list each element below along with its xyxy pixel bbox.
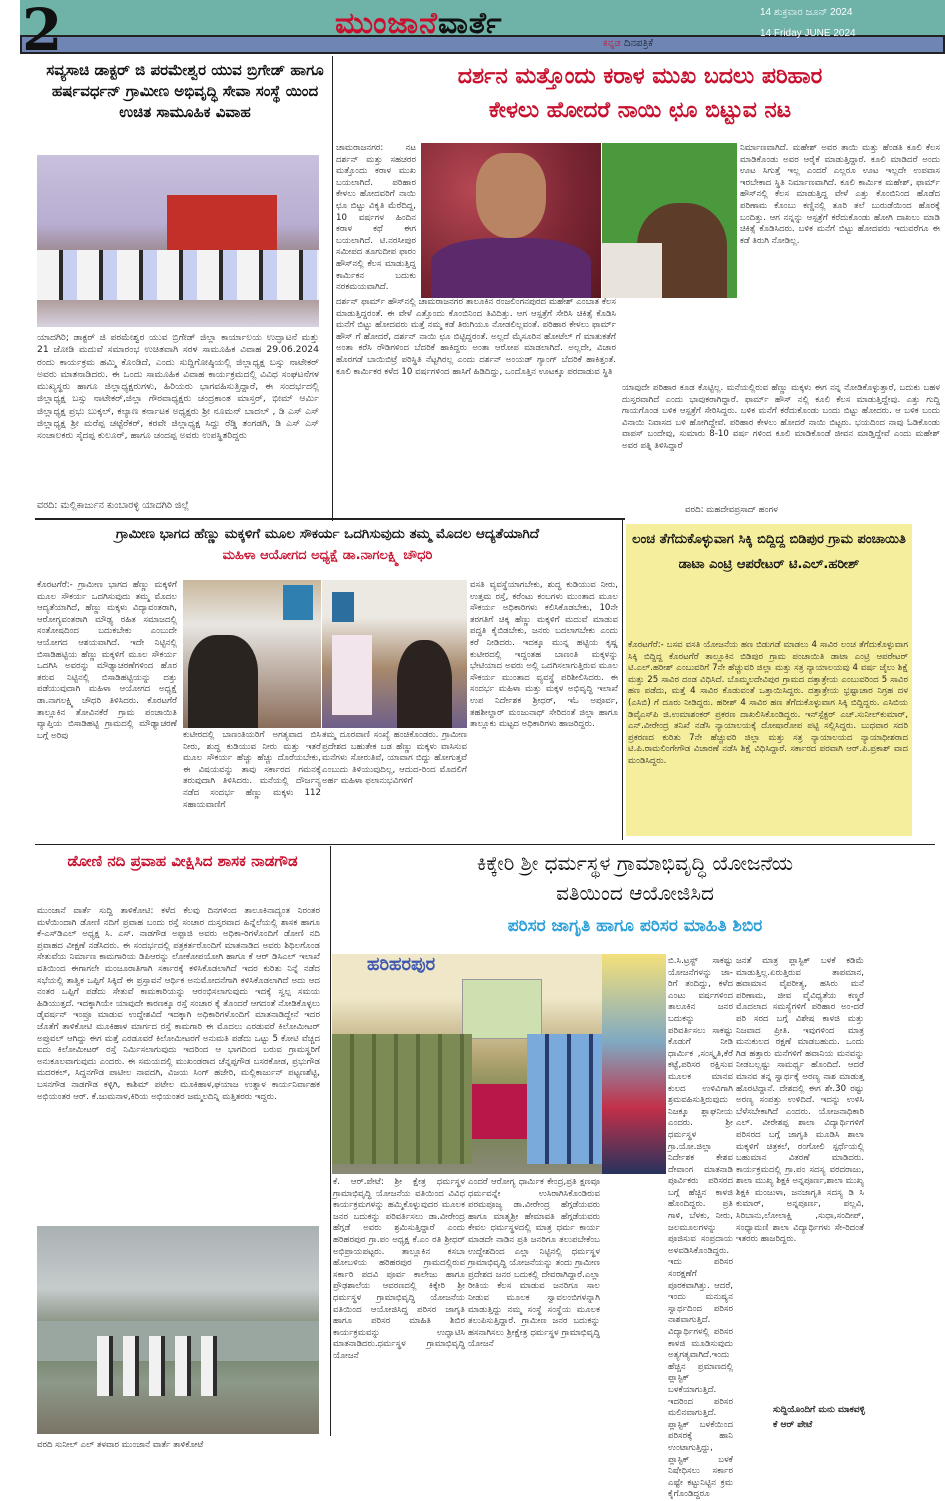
page-number: 2 <box>22 0 63 64</box>
bribe-headline[interactable]: ಲಂಚ ತೆಗೆದುಕೊಳ್ಳುವಾಗ ಸಿಕ್ಕಿ ಬಿದ್ದಿದ್ದ ಬಿಡಿಪುರ ಗ್ರಾಮ ಪಂಚಾಯಿತಿ ಡಾಟಾ ಎಂಟ್ರಿ ಆಪರೇಟರ್ ಟಿ.ಎಲ್.ಹರೀಶ್ <box>632 532 906 572</box>
students-group-photo[interactable] <box>332 954 602 1174</box>
logo-part2: ವಾರ್ತೆ <box>438 6 503 41</box>
kikkeri-byline-line1: ಸುದ್ದಿಯೊಂದಿಗೆ ಮನು ಮಾಕವಳ್ಳಿ <box>773 1405 866 1415</box>
women-body-col4: ವಸತಿ ವ್ಯವಸ್ಥೆಯಾಗಬೇಕು, ಶುದ್ಧ ಕುಡಿಯುವ ನೀರು, ಉತ್ತಮ ರಸ್ತೆ, ಕರೆಂಟು ಕಂಬಗಳು ಮುಂತಾದ ಮೂಲ ಸೌಕರ್ಯ ಅಧಿಕಾರಿಗಳು ಕಲಿಸಿಕೊಡಬೇಕು, 10ನೇ ತರಗತಿಗೆ ಚಿಕ್ಕ ಹೆಣ್ಣು ಮಕ್ಕಳಿಗೆ ಮದುವೆ ಮಾಡುವ ಪದ್ಧತಿ ಕೈಬಿಡಬೇಕು, ಜನರು ಬದಲಾಗಬೇಕು ಎಂದು ಕರೆ ನೀಡಿದರು. ಇದಕ್ಕೂ ಮುನ್ನ ಹಟ್ಟಿಯ ಕೃಷ್ಣ ಕುಟೀರದಲ್ಲಿ ಇದ್ದಂತಹ ಬಾಣಂತಿ ಮಕ್ಕಳನ್ನು ಭೇಟಿಯಾದ ಅವರು ಅಲ್ಲಿ ಒದಗಿಸಲಾಗುತ್ತಿರುವ ಮೂಲ ಸೌಕರ್ಯ ಮುಂತಾದ ವ್ಯವಸ್ಥೆ ಪರಿಶೀಲಿಸಿದರು. ಈ ಸಂದರ್ಭ ಮಹಿಳಾ ಮತ್ತು ಮಕ್ಕಳ ಅಭಿವೃದ್ಧಿ ಇಲಾಖೆ ಉಪ ನಿರ್ದೇಶಕ ಶ್ರೀಧರ್, ಇಓ ಅಪೂರ್ವ, ತಹಶೀಲ್ದಾರ್ ಮಂಜುನಾಥ್ ಸೇರಿದಂತೆ ಜಿಲ್ಲಾ ಹಾಗೂ ತಾಲ್ಲೂಕು ಮಟ್ಟದ ಅಧಿಕಾರಿಗಳು ಹಾಜರಿದ್ದರು. <box>470 580 618 730</box>
banner-red-sign <box>167 195 277 250</box>
darshan-headline-line1[interactable]: ದರ್ಶನ ಮತ್ತೊಂದು ಕರಾಳ ಮುಖ ಬದಲು ಪರಿಹಾರ <box>457 64 823 89</box>
doni-river-byline: ವರದಿ ಸುನೀಲ್ ಎಲ್ ತಳವಾರ ಮುಂಜಾನೆ ವಾರ್ತೆ ತಾಳಿಕೋಟೆ <box>37 1440 204 1450</box>
school-sign: ಹರಿಹರಪುರ <box>367 954 436 975</box>
women-gathering-photo[interactable] <box>322 580 467 728</box>
kikkeri-headline-line1[interactable]: ಕಿಕ್ಕೇರಿ ಶ್ರೀ ಧರ್ಮಸ್ಥಳ ಗ್ರಾಮಾಭಿವೃದ್ಧಿ ಯೋಜನೆಯ <box>476 851 794 875</box>
darshan-actor-photo[interactable] <box>421 143 601 298</box>
tagline-kannada: ಕನ್ನಡ <box>603 38 621 49</box>
date-kannada: 14 ಶುಕ್ರವಾರ ಜೂನ್ 2024 <box>760 7 853 18</box>
river-inspection-photo[interactable] <box>37 1226 319 1434</box>
women-commission-headline[interactable]: ಗ್ರಾಮೀಣ ಭಾಗದ ಹೆಣ್ಣು ಮಕ್ಕಳಿಗೆ ಮೂಲ ಸೌಕರ್ಯ ಒದಗಿಸುವುದು ತಮ್ಮ ಮೊದಲ ಆದ್ಯತೆಯಾಗಿದೆ <box>115 526 540 542</box>
purple-shirt <box>431 238 591 298</box>
people-holding-posters <box>37 250 319 300</box>
darshan-headline-line2[interactable]: ಕೇಳಲು ಹೋದರೆ ನಾಯಿ ಛೂ ಬಿಟ್ಟುವ ನಟ <box>488 98 792 123</box>
white-cloth <box>602 243 662 298</box>
wedding-photo[interactable] <box>37 155 319 327</box>
women-body-col3: ತಮ್ಮ ದೂರವಾಣಿ ಸಂಖ್ಯೆ ಹಂಚಿಕೊಂಡರು. ಗ್ರಾಮೀಣ ಪ್ರದೇಶದ ಬಹುತೇಕ ಬಡ ಹೆಣ್ಣು ಮಕ್ಕಳು ವಾಸಿಸುವ ಮನೆಗಳು ಸೋರುತಿವೆ, ಯಾವಾಗ ಬಿದ್ದು ಹೋಗುತ್ತವೆ ಎಂಬುದು ತಿಳಿಯುವುದಿಲ್ಲ, ಆದುದ-ರಿಂದ ಮೊದಲಿಗೆ ಅರ್ಹ ಮಹಿಳಾ ಫಲಾನುಭವಿಗಳಿಗೆ <box>322 730 467 787</box>
column-divider <box>330 846 331 1436</box>
wedding-body: ಯಾದಗಿರಿ; ಡಾಕ್ಟರ್ ಜಿ ಪರಮೇಶ್ವರ ಯುವ ಬ್ರಿಗೇಡ್ ಜಿಲ್ಲಾ ಕಾರ್ಯಾಲಯ ಉದ್ಘಾಟನೆ ಮತ್ತು 21 ಜೋಡಿ ಮದುವೆ ಸಮಾರಂಭ ಉಚಿತವಾಗಿ ಸರಳ ಸಾಮೂಹಿಕ ವಿವಾಹ 29.06.2024 ರಂದು ಕಾರ್ಯಕ್ರಮ ಹಮ್ಮಿ ಕೊಂಡಿದೆ, ಎಂದು ಸುದ್ದಿಗೋಷ್ಠಿಯಲ್ಲಿ ಜಿಲ್ಲಾಧ್ಯಕ್ಷ ಬಸ್ಸು ನಾಟೇಕರ್ ಅವರು ಮಾತನಾಡಿದರು. ಈ ಒಂದು ಸಾಮೂಹಿಕ ವಿವಾಹ ಕಾರ್ಯಕ್ರಮದಲ್ಲಿ ವಿವಿಧ ಸಂಘಟನೆಗಳ ಮುಖ್ಯಸ್ಥರು ಹಾಗೂ ಜಿಲ್ಲಾಧ್ಯಕ್ಷರುಗಳು, ಹಿರಿಯರು ಭಾಗವಹಿಸುತ್ತಿದ್ದಾರೆ, ಈ ಸಂದರ್ಭದಲ್ಲಿ ಜಿಲ್ಲಾಧ್ಯಕ್ಷ ಬಸ್ಸು ನಾಟೇಕರ್,ಜಿಲ್ಲಾ ಗೌರವಾಧ್ಯಕ್ಷರು ಚಂದ್ರಕಾಂತ ಮಾಸ್ತರ್, ಭೀಮ್ ಆರ್ಮಿ ಜಿಲ್ಲಾಧ್ಯಕ್ಷ ಪ್ರಭು ಬುಕ್ಕಲ್, ಕಲ್ಯಾಣ ಕರ್ನಾಟಕ ಅಧ್ಯಕ್ಷರು ಶ್ರೀ ನೂಮನ್ ಬಾದಲ್ , ಡಿ ಎಸ್ ಎಸ್ ಜಿಲ್ಲಾಧ್ಯಕ್ಷ ಶ್ರೀ ಮರೆಪ್ಪ ಚಟ್ಟೆರೆಕರ್, ಕರವೇ ಜಿಲ್ಲಾಧ್ಯಕ್ಷ ಸಿದ್ದು ರೆಡ್ಡಿ ತಂಗಡಗಿ, ಡಿ ಎಸ್ ಎಸ್ ಸಂಚಾಲಕರು ಸೈದಪ್ಪ ಕುಲೂರ್, ಹಾಗೂ ಚಂದಪ್ಪ ಅವರು ಉಪಸ್ಥಿತರಿದ್ದರು <box>37 332 319 442</box>
kikkeri-headline-line2[interactable]: ವತಿಯಿಂದ ಆಯೋಜಿಸಿದ <box>556 881 714 905</box>
students-green-uniform <box>332 1034 472 1164</box>
women-body-col2: ಕುಟೀರದಲ್ಲಿ ಬಾಣಂತಿಯರಿಗೆ ಅಗತ್ಯವಾದ ಬಿಸಿ ನೀರು, ಶುದ್ಧ ಕುಡಿಯುವ ನೀರು ಮತ್ತು ಇತರೆ ಮೂಲ ಸೌಕರ್ಯ ಹೆಚ್ಚು ಹೆಚ್ಚು ದೊರೆಯಬೇಕು, ಈ ವಿಷಯವನ್ನು ತಾವು ಸರ್ಕಾರದ ಗಮನಕ್ಕೆ ತರುವುದಾಗಿ ತಿಳಿಸಿದರು. ಮನೆಯಲ್ಲಿ ದೌರ್ಜನ್ಯ ನಡೆದ ಸಂದರ್ಭ ಹೆಣ್ಣು ಮಕ್ಕಳು 112 ಸಹಾಯವಾಣಿಗೆ <box>183 730 321 810</box>
kikkeri-body-col1: ಕೆ. ಆರ್.ಪೇಟೆ: ಶ್ರೀ ಕ್ಷೇತ್ರ ಧರ್ಮಸ್ಥಳ ಗ್ರಾಮಾಭಿವೃದ್ಧಿ ಯೋಜನೆಯ ವತಿಯಿಂದ ವಿವಿಧ ಕಾರ್ಯಕ್ರಮಗಳನ್ನು ಹಮ್ಮಿಕೊಳ್ಳುವುದರ ಮೂಲಕ ಜನರ ಬದುಕನ್ನು ಪರಿವರ್ತಿಸಲು ಡಾ.ವೀರೇಂದ್ರ ಹೆಗ್ಗಡೆ ಅವರು ಶ್ರಮಿಸುತ್ತಿದ್ದಾರೆ ಎಂದು ಹರಿಹರಪುರ ಗ್ರಾ.ಪಂ ಅಧ್ಯಕ್ಷ ಕೆ.ಎಂ ರತಿ ಶ್ರೀಧರ್ ಅಭಿಪ್ರಾಯಪಟ್ಟರು. ತಾಲ್ಲೂಕಿನ ಕಸಬಾ ಹೋಬಳಿಯ ಹರಿಹರಪುರ ಗ್ರಾಮದಲ್ಲಿರುವ ಸರ್ಕಾರಿ ಪದವಿ ಪೂರ್ವ ಕಾಲೇಜು ಹಾಗೂ ಪ್ರೌಢಶಾಲೆಯ ಆವರಣದಲ್ಲಿ ಕಿಕ್ಕೇರಿ ಶ್ರೀ ಧರ್ಮಸ್ಥಳ ಗ್ರಾಮಾಭಿವೃದ್ಧಿ ಯೋಜನೆಯ ವತಿಯಿಂದ ಆಯೋಜಿಸಿದ್ದ ಪರಿಸರ ಜಾಗೃತಿ ಹಾಗೂ ಪರಿಸರ ಮಾಹಿತಿ ಶಿಬಿರ ಕಾರ್ಯಕ್ರಮವನ್ನು ಉದ್ಘಾಟಿಸಿ ಮಾತನಾಡಿದರು.ಧರ್ಮಸ್ಥಳ ಗ್ರಾಮಾಭಿವೃದ್ಧಿ ಯೋಜನೆ <box>333 1177 465 1361</box>
face <box>476 153 546 238</box>
darshan-body-wide: ದರ್ಶನ್ ಫಾರ್ಮ್ ಹೌಸ್‌ನಲ್ಲಿ ಚಾಮರಾಜನಗರ ತಾಲೂಕಿನ ರಂಜಲಿಂಗನಪುರದ ಮಹೇಶ್ ಎಂಬಾತ ಕೆಲಸ ಮಾಡುತ್ತಿದ್ದರಂತೆ. ಈ ವೇಳೆ ಎತ್ತೊಂದು ಕೊಂಬಿನಿಂದ ತಿವಿದಿತ್ತು. ಆಗ ಆಸ್ಪತ್ರೆಗೆ ಸೇರಿಸಿ ಚಿಕಿತ್ಸೆ ಕೊಡಿಸಿ ಮನೆಗೆ ಬಿಟ್ಟು ಹೋದವರು ಮತ್ತೆ ನಮ್ಮ ಕಡೆ ತಿರುಗಿಯೂ ನೋಡಲಿಲ್ಲವಂತೆ. ಪರಿಹಾರ ಕೇಳಲು ಫಾರ್ಮ್ ಹೌಸ್ ಗೆ ಹೋದರೆ, ದರ್ಶನ್ ನಾಯಿ ಛೂ ಬಿಟ್ಟಿದ್ದರಂತೆ. ಅಲ್ಲದೆ ಮೈಸೂರಿನ ಹೋಟೆಲ್ ಗೆ ಮಾತುಕತೆಗೆ ಅಂತಾ ಕರೆಸಿ ರೌಡಿಗಳಿಂದ ಬೆದರಿಕೆ ಹಾಕಿದ್ದರು ಅಂತಾ ಆರೋಪ ಮಾಡಲಾಗಿದೆ. ಅಲ್ಲದೇ, ವಿಚಾರ ಹೊರಗಡೆ ಬಾಯಿಬಿಟ್ರೆ ಪರಿಸ್ಥಿತಿ ನೆಟ್ಟಗಿರಲ್ಲ ಎಂದು ದರ್ಶನ್ ಅಂಯಡ್ ಗ್ಯಾಂಗ್ ಬೆದರಿಕೆ ಹಾಕಿತ್ತಂತೆ. ಕೂಲಿ ಕಾರ್ಮಿಕರ ಕಳೆದ 10 ವರ್ಷಗಳಿಂದ ಹಾಸಿಗೆ ಹಿಡಿದಿದ್ದು, ಒಂದೊತ್ತಿನ ಊಟಕ್ಕೂ ಪರದಾಡುವ ಸ್ಥಿತಿ <box>336 297 616 377</box>
newspaper-logo[interactable] <box>335 6 503 41</box>
darshan-byline: ವರದಿ: ಮಹದೇವಪ್ರಸಾದ್ ಹಂಗಳ <box>685 505 778 515</box>
blue-door <box>283 585 313 620</box>
braided-hair <box>397 640 452 728</box>
column-divider <box>622 520 623 840</box>
women-body-col1: ಕೊರಟಗೆರೆ:- ಗ್ರಾಮೀಣ ಭಾಗದ ಹೆಣ್ಣು ಮಕ್ಕಳಿಗೆ ಮೂಲ ಸೌಕರ್ಯ ಒದಗಿಸುವುದು ತಮ್ಮ ಮೊದಲ ಆದ್ಯತೆಯಾಗಿದೆ, ಹೆಣ್ಣು ಮಕ್ಕಳು ವಿದ್ಯಾವಂತರಾಗಿ, ಆರೋಗ್ಯವಂತರಾಗಿ ಮೌಢ್ಯ ರಹಿತ ಸಮಾಜದಲ್ಲಿ ಸಂತೋಷದಿಂದ ಬದುಕಬೇಕು ಎಂಬುದೇ ಆಯೋಗದ ಆಶಯವಾಗಿದೆ. ಇದೇ ನಿಟ್ಟಿನಲ್ಲಿ ಬಿಸಾಡಿಹಟ್ಟಿಯ ಹೆಣ್ಣು ಮಕ್ಕಳಿಗೆ ಮೂಲ ಸೌಕರ್ಯ ಒದಗಿಸಿ ಅವರನ್ನು ಮೌಢ್ಯಾಚರಣೆಗಳಿಂದ ಹೊರ ತರುವ ನಿಟ್ಟಿನಲ್ಲಿ ಬಿಸಾಡಿಹಟ್ಟಿಯನ್ನು ದತ್ತು ಪಡೆಯುವುದಾಗಿ ಮಹಿಳಾ ಆಯೋಗದ ಅಧ್ಯಕ್ಷೆ ಡಾ.ನಾಗಲಕ್ಷ್ಮಿ ಚೌಧರಿ ತಿಳಿಸಿದರು. ಕೊರಟಗೆರೆ ತಾಲ್ಲೂಕಿನ ತೋವಿನಕೆರೆ ಗ್ರಾಮ ಪಂಚಾಯಿತಿ ವ್ಯಾಪ್ತಿಯ ಬಿಸಾಡಿಹಟ್ಟಿ ಗ್ರಾಮದಲ್ಲಿ ಮೌಢ್ಯಾಚರಣೆ ಬಗ್ಗೆ ಅರಿವು <box>37 580 177 741</box>
event-banner <box>462 979 542 1039</box>
darshan-body-col3: ನಿರ್ಮಾಣವಾಗಿದೆ. ಮಹೇಶ್ ಅವರ ತಾಯಿ ಮತ್ತು ಹೆಂಡತಿ ಕೂಲಿ ಕೆಲಸ ಮಾಡಿಕೊಂಡು ಅವರ ಆರೈಕೆ ಮಾಡುತ್ತಿದ್ದಾರೆ. ಕೂಲಿ ಮಾಡಿದರೆ ಅಂದು ಊಟ ಸಿಗುತ್ತೆ ಇಲ್ಲ ಎಂದರೆ ಎಲ್ಲರೂ ಊಟ ಇಲ್ಲದೇ ಉಪವಾಸ ಇರಬೇಕಾದ ಸ್ಥಿತಿ ನಿರ್ಮಾಣವಾಗಿದೆ. ಕೂಲಿ ಕಾರ್ಮಿಕ ಮಹೇಶ್, ಫಾರ್ಮ್ ಹೌಸ್‌ನಲ್ಲಿ ಕೆಲಸ ಮಾಡುತ್ತಿದ್ದ ವೇಳೆ ಎತ್ತು ಕೊಂಬಿನಿಂದ ಹೊಡೆದ ಪರಿಣಾಮ ಕೊಂಬು ಕಣ್ಣಿನಲ್ಲಿ ತೂರಿ ತಲೆ ಬುರುಡೆಯಿಂದ ಹೊರಕ್ಕೆ ಬಂದಿತ್ತು. ಆಗ ನನ್ನನ್ನು ಆಸ್ಪತ್ರೆಗೆ ಕರೆದುಕೊಂಡು ಹೋಗಿ ದಾಖಲು ಮಾಡಿ ಚಿಕಿತ್ಸೆ ಕೊಡಿಸಿದರು. ಬಳಿಕ ಮನೆಗೆ ಬಿಟ್ಟು ಹೋದವರು ಇದುವರೆಗೂ ಈ ಕಡೆ ತಿರುಗಿ ನೋಡಿಲ್ಲ. <box>740 143 940 246</box>
woman-foreground <box>188 635 258 728</box>
wedding-byline: ವರದಿ: ಮಲ್ಲಿಕಾರ್ಜುನ ಕುಂಬಾರಳ್ಳಿ ಯಾದಗಿರಿ ಜಿಲ್ಲೆ <box>37 500 190 511</box>
doni-river-body: ಮುಂಜಾನೆ ವಾರ್ತೆ ಸುದ್ದಿ ತಾಳಿಕೋಟಿ: ಕಳೆದ ಕೆಲವು ದಿನಗಳಿಂದ ತಾಲೂಕಿನಾದ್ಯಂತ ನಿರಂತರ ಮಳೆಯಿಂದಾಗಿ ಡೋಣಿ ನದಿಗೆ ಪ್ರವಾಹ ಬಂದು ರಸ್ತೆ ಸಂಚಾರ ದುಸ್ತರವಾದ ಹಿನ್ನೆಲೆಯಲ್ಲಿ ಶಾಸಕ ಹಾಗೂ ಕೆ-ಎಸ್‌ಡಿಎಲ್ ಅಧ್ಯಕ್ಷ ಸಿ. ಎಸ್. ನಾಡಗೌಡ ಅಪ್ಪಾಜಿ ಅವರು ಅಧಿಕಾ-ರಿಗಳೊಂದಿಗೆ ಡೋಣಿ ನದಿ ಪ್ರವಾಹದ ವೀಕ್ಷಣೆ ನಡೆಸಿದರು. ಈ ಸಂದರ್ಭದಲ್ಲಿ ಪತ್ರಕರ್ತರೊಂದಿಗೆ ಮಾತನಾಡಿದ ಅವರು ಶಿಥಿಲಗೊಂಡ ಸೇತುವೆಯ ನಿರ್ಮಾಣ ಕಾಮಗಾರಿಯ ಡಿಪಿಆರನ್ನು ಲೋಕೋಪಯೋಗಿ ಹಾಗೂ ಕೆ ಆರ್ ಡಿಸಿಎಲ್ ಇಲಾಖೆ ವತಿಯಿಂದ ಈಗಾಗಲೇ ಮಂಜೂರಾತಿಗಾಗಿ ಸರ್ಕಾರಕ್ಕೆ ಕಳಿಸಿಕೊಡಲಾಗಿದೆ ಇದರ ಕುರಿತು ನಿನ್ನೆ ನಡೆದ ಸಭೆಯಲ್ಲಿ ತಾತ್ವಿಕ ಒಪ್ಪಿಗೆ ಸಿಕ್ಕಿದೆ ಈ ಪ್ರಸ್ತಾವನೆ ಆರ್ಥಿಕ ಅನುಮೋದನೆಗಾಗಿ ಕಳಿಸಿಕೊಡಲಾಗಿದೆ ಅದು ಆದ ನಂತರ ಒಪ್ಪಿಗೆ ಪಡೆದು ಸೇತುವೆ ಕಾಮಕಾರಿಯನ್ನು ಆರಂಭಿಸಲಾಗುವುದು ಇದಕ್ಕೆ ಸ್ವಲ್ಪ ಸಮಯ ಹಿಡಿಯುತ್ತದೆ. ಇದಕ್ಕಾಗಿಯೇ ಯಾವುದೇ ಕಾರಣಕ್ಕೂ ರಸ್ತೆ ಸಂಚಾರ ಕ್ಕೆ ತೊಂದರೆ ಆಗದಂತೆ ನೋಡಿಕೊಳ್ಳಲು ಡೈವರ್ಷನ್ ಇಂಪ್ರೂ ಮಾಡುವ ಉದ್ದೇಶವಿದೆ ಇದಕ್ಕಾಗಿ ಅಧಿಕಾರಿಗಳೊಂದಿಗೆ ಮಾತನಾಡಿದ್ದೇನೆ ಇದರ ಜೊತೆಗೆ ತಾಳಿಕೋಟಿ ಮೂಕಿಹಾಳ ಮಾರ್ಗದ ರಸ್ತೆ ಕಾಮಗಾರಿ ಈ ಮೊದಲು ಎರಡುವರೆ ಕಿಲೋಮೀಟರ್ ಅಪ್ರುವಲ್ ಆಗಿದ್ದು ಈಗ ಮತ್ತೆ ಎರಡೂವರೆ ಕಿಲೋಮೀಟರಗೆ ಅನುಮತಿ ಪಡೆದು ಒಟ್ಟು 5 ಕೋಟಿ ವೆಚ್ಚದ ಐದು ಕಿಲೋಮೀಟರ್ ರಸ್ತೆ ನಿರ್ಮಿಸಲಾಗುವುದು ಇದರಿಂದ ಆ ಭಾಗದಿಂದ ಬರುವ ಗ್ರಾಮಸ್ಥರಿಗೆ ಅನುಕೂಲವಾಗುವುದು ಎಂದರು. ಈ ಸಮಯದಲ್ಲಿ ಮುಖಂಡರಾದ ಚೆನ್ನಪ್ಪಗೌಡ ಬಸರಕೋಡ, ಪ್ರಭುಗೌಡ ಮದರಕಲ್, ಸಿದ್ದನಗೌಡ ಪಾಟೀಲ ನಾವದಗಿ, ವಿಜಯ ಸಿಂಗ್ ಹಜೇರಿ, ಮಲ್ಲಿಕಾರ್ಜುನ್ ಪಟ್ಟಣಶೆಟ್ಟಿ, ಬಸನಗೌಡ ನಾಡಗೌಡ ಕಳ್ಳಿಗಿ, ಕಾಶಿಮ್ ಪಟೇಲ ಮೂಕಿಹಾಳ,ಘಯಾಜ ಉತ್ನಾಳ ಕಾರ್ಯನಿರ್ವಾಹಕ ಅಭಿಯಂತರ ಆರ್. ಕೆ.ಜುಮನಾಳ,ಕಿರಿಯ ಅಭಿಯಂತರ ಜಮ್ಮಲದಿನ್ನಿ ಮತ್ತಿತರರು ಇದ್ದರು. <box>37 906 320 1102</box>
kikkeri-body-col4: ಜನತೆ ಮಾತ್ರ ಪ್ಲಾಸ್ಟಿಕ್ ಬಳಕೆ ಕಡಿಮೆ ಮಾಡುತ್ತಿಲ್ಲ.ಏರುತ್ತಿರುವ ತಾಪಮಾನ, ಹವಾಮಾನ ವೈಪರೀತ್ಯ, ಹಸಿರು ಮನೆ ಪರಿಣಾಮ, ಜೀವ ವೈವಿಧ್ಯತೆಯ ಕಣ್ಮರೆ ಮೊದಲಾದ ಸಮಸ್ಯೆಗಳಿಗೆ ಪರಿಹಾರ ಅಂ-ದರೆ ಪರಿ ಸರದ ಬಗ್ಗೆ ವಿಶೇಷ ಕಾಳಜಿ ಮತ್ತು ನಿಜವಾದ ಪ್ರೀತಿ. ಇವುಗಳಿಂದ ಮಾತ್ರ ಮನುಕುಲದ ರಕ್ಷಣೆ ಮಾಡಬಹುದು. ಒಂದು ಗಿಡ ಹತ್ತಾರು ಮನೆಗಳಿಗೆ ಹವಾನಿಯ ಮನವನ್ನು ನೀಡಬಲ್ಲಷ್ಟು ಸಾಮರ್ಥ್ಯ ಹೊಂದಿದೆ. ಆದರೆ ಮಾನವ ತನ್ನ ಸ್ವಾರ್ಥಕ್ಕೆ ಅರಣ್ಯ ನಾಶ ಮಾಡುತ್ತ ಹೊರಟಿದ್ದಾನೆ. ದೇಶದಲ್ಲಿ ಈಗ ಶೇ.30 ರಷ್ಟು ಅರಣ್ಯ ಸಂಪತ್ತು ಉಳಿದಿದೆ. ಇದನ್ನು ಉಳಿಸಿ ಬೆಳೆಸಬೇಕಾಗಿದೆ ಎಂದರು. ಯೋಜನಾಧಿಕಾರಿ ಎಲ್. ವೀರೇಶಪ್ಪ ಶಾಲಾ ವಿದ್ಯಾರ್ಥಿಗಳಿಗೆ ಪರಿಸರದ ಬಗ್ಗೆ ಜಾಗೃತಿ ಮೂಡಿಸಿ ಶಾಲಾ ಮಕ್ಕಳಿಗೆ ಚಿತ್ರಕಲೆ, ರಂಗೋಲಿ ಸ್ಪರ್ಧೆಯಲ್ಲಿ ಬಹುಮಾನ ವಿತರಣೆ ಮಾಡಿದರು. ಕಾರ್ಯಕ್ರಮದಲ್ಲಿ ಗ್ರಾ.ಪಂ ಸದಸ್ಯ ವರದರಾಜು, ಶಾಲಾ ಮುಖ್ಯ ಶಿಕ್ಷಕಿ ಅನ್ನಪೂರ್ಣ,ಶಾಲಾ ಮುಖ್ಯ ಶಿಕ್ಷಕಿ ಮಂಜುಳಾ, ಜನಜಾಗೃತಿ ಸದಸ್ಯ ಡಿ ಸಿ ಕುಮಾರ್, ಅನ್ನಪೂರ್ಣ, ಪಲ್ಲವಿ, ಸಿರಿಬಾನು,ಲೋಲಾಕ್ಷಿ ,ಸುಧಾ,ಸಂದೀಪ್, ಸಂಧ್ಯಾಮಣಿ ಶಾಲಾ ವಿದ್ಯಾರ್ಥಿಗಳು ಸೇ-ರಿದಂತೆ ಇತರರು ಹಾಜರಿದ್ದರು. <box>736 956 864 1245</box>
section-divider <box>35 518 625 520</box>
column-divider <box>332 56 333 521</box>
women-commission-subheadline[interactable]: ಮಹಿಳಾ ಆಯೋಗದ ಅಧ್ಯಕ್ಷೆ ಡಾ.ನಾಗಲಕ್ಷ್ಮಿ ಚೌಧರಿ <box>222 548 433 563</box>
tagline-daily: ದಿನಪತ್ರಿಕೆ <box>623 38 654 49</box>
darshan-body-col3-wide: ಯಾವುದೇ ಪರಿಹಾರ ಕೂಡ ಕೊಟ್ಟಿಲ್ಲ. ಮನೆಯಲ್ಲಿರುವ ಹೆಣ್ಣು ಮಕ್ಕಳು ಈಗ ನನ್ನ ನೋಡಿಕೊಳ್ಳುತ್ತಾರೆ, ಬದುಕು ಬಹಳ ದುಸ್ತರವಾಗಿದೆ ಎಂದು ಭಾವುಕರಾಗಿದ್ದಾರೆ. ಫಾರ್ಮ್ ಹೌಸ್ ನಲ್ಲಿ ಕೂಲಿ ಕೆಲಸ ಮಾಡುತ್ತಿದ್ದೇವು. ಎತ್ತು ಗುದ್ದಿ ಗಾಯಗೊಂಡ ಬಳಿಕ ಆಸ್ಪತ್ರೆಗೆ ಸೇರಿಸಿದ್ದರು. ಬಳಿಕ ಮನೆಗೆ ಕರೆದುಕೊಂಡು ಬಂದು ಬಿಟ್ಟು ಹೋದರು. ಆ ಬಳಿಕ ಬಂದು ವಿನಾಯಿ ನಿವಾಸದ ಬಳಿ ಹೋಗಿದ್ದೇವೆ. ಪರಿಹಾರ ಕೇಳಲು ಹೋದರೆ ನಾಯಿ ಬಿಟ್ಟರು. ಭಯದಿಂದ ನಾವು ಓಡಿಕೊಂಡು ವಾಪಸ್ ಬಂದೇವು, ಸುಮಾರು 8-10 ವರ್ಷ ಗಳಿಂದ ಕೂಲಿ ಮಾಡಿಕೊಂಡೆ ಜೀವನ ಮಾಡ್ತಿದ್ದೇವೆ ಎಂದು ಮಹೇಶ್ ಅವರ ಪತ್ನಿ ತಿಳಿಸಿದ್ದಾರೆ <box>622 383 940 451</box>
date-english: 14 Friday JUNE 2024 <box>760 28 856 39</box>
door <box>332 592 354 622</box>
kikkeri-body-col2: ಎಂದರೆ ಆರೋಗ್ಯ ಧಾರ್ಮಿಕ ಕೇಂದ್ರ,ಪ್ರತಿ ಕ್ಷಣವೂ ಧರ್ಮವನ್ನೇ ಉಸಿರಾಗಿಸಿಕೊಂಡಿರುವ ಪರಮಪೂಜ್ಯ ಡಾ.ವೀರೇಂದ್ರ ಹೆಗ್ಗಡೆಯವರು ಹಾಗೂ ಮಾತೃಶ್ರೀ ಹೇಮಾವತಿ ಹೆಗ್ಗಡೆಯವರು ಕೇವಲ ಧರ್ಮಸ್ಥಳದಲ್ಲಿ ಮಾತ್ರ ಧರ್ಮ ಕಾರ್ಯ ಮಾಡದೇ ನಾಡಿನ ಪ್ರತಿ ಜನರಿಗೂ ತಲುಪಬೇಕೆಂಬ ಉದ್ದೇಶದಿಂದ ಎಲ್ಲಾ ನಿಟ್ಟಿನಲ್ಲಿ ಧರ್ಮಸ್ಥಳ ಗ್ರಾಮಾಭಿವೃದ್ಧಿ ಯೋಜನೆಯನ್ನು ತಂದು ಗ್ರಾಮೀಣ ಪ್ರದೇಶದ ಜನರ ಬದುಕಲ್ಲಿ ದೇವರಾಗಿದ್ದಾರೆ.ಎಲ್ಲಾ ರೀತಿಯ ಕೆಲಸ ಮಾಡುವ ಜನರಿಗೂ ಸಾಲ ನೀಡುವ ಮೂಲಕ ಸ್ವಾವಲಂಬಿಗಳನ್ನಾಗಿ ಮಾಡುತ್ತಿದ್ದು ನಮ್ಮ ಸಂಸ್ಥೆ ಸಂಸ್ಥೆಯ ಮೂಲಕ ತಲುಪಿಸುತ್ತಿದ್ದಾರೆ. ಗ್ರಾಮೀಣ ಜನರ ಬದುಕನ್ನು ಹಸನಾಗಿಸಲು ಶ್ರೀಕ್ಷೇತ್ರ ಧರ್ಮಸ್ಥಳ ಗ್ರಾಮಾಭಿವೃದ್ಧಿ ಯೋಜನೆ <box>468 1177 600 1350</box>
darshan-body-col1: ಚಾಮರಾಜನಗರ: ನಟ ದರ್ಶನ್ ಮತ್ತು ಸಹಚರರ ಮತ್ತೊಂದು ಕರಾಳ ಮುಖ ಬಯಲಾಗಿದೆ. ಪರಿಹಾರ ಕೇಳಲು ಹೋದವರಿಗೆ ನಾಯಿ ಛೂ ಬಿಟ್ಟು ವಿಕೃತಿ ಮೆರೆದಿದ್ದ, 10 ವರ್ಷಗಳ ಹಿಂದಿನ ಕರಾಳ ಕಥೆ ಈಗ ಬಯಲಾಗಿದೆ. ಟಿ.ನರಸೀಪುರ ಸಮೀಪದ ತೂಗುದೀಪ ಫಾರಂ ಹೌಸ್‌ನಲ್ಲಿ ಕೆಲಸ ಮಾಡುತ್ತಿದ್ದ ಕಾರ್ಮಿಕನ ಬದುಕು ನರಕಮಯವಾಗಿದೆ. <box>336 143 416 293</box>
officials-visit-photo[interactable] <box>183 580 321 728</box>
bribe-body: ಕೊರಟಗೆರೆ:- ಬಸವ ವಸತಿ ಯೋಜನೆಯ ಹಣ ಬಿಡುಗಡೆ ಮಾಡಲು 4 ಸಾವಿರ ಲಂಚ ತೆಗೆದುಕೊಳ್ಳುವಾಗ ಸಿಕ್ಕಿ ಬಿದ್ದಿದ್ದ ಕೊರಟಗೆರೆ ತಾಲ್ಲೂಕಿನ ಬಿಡಿಪುರ ಗ್ರಾಮ ಪಂಚಾಯಿತಿ ಡಾಟಾ ಎಂಟ್ರಿ ಆಪರೇಟರ್ ಟಿ.ಎಲ್.ಹರೀಶ್ ಎಂಬುವರಿಗೆ 7ನೇ ಹೆಚ್ಚುವರಿ ಜಿಲ್ಲಾ ಮತ್ತು ಸತ್ರ ನ್ಯಾಯಾಲಯವು 4 ವರ್ಷ ಜೈಲು ಶಿಕ್ಷೆ ಮತ್ತು 25 ಸಾವಿರ ದಂಡ ವಿಧಿಸಿದೆ. ಬೊಮ್ಮಲದೇವಿಪುರ ಗ್ರಾಮದ ದತ್ತಾತ್ರೇಯ ಎಂಬುವರಿಂದ 5 ಸಾವಿರ ಹಣ ಪಡೆದು, ಮತ್ತೆ 4 ಸಾವಿರ ಕೊಡುವಂತೆ ಒತ್ತಾಯಿಸಿದ್ದರು. ದತ್ತಾತ್ರೇಯ ಭ್ರಷ್ಟಾಚಾರ ನಿಗ್ರಹ ದಳ (ಎಸಿಬಿ) ಗೆ ದೂರು ನೀಡಿದ್ದರು. ಹರೀಶ್ 4 ಸಾವಿರ ಹಣ ತೆಗೆದುಕೊಳ್ಳುವಾಗ ಸಿಕ್ಕಿ ಬಿದ್ದಿದ್ದರು. ಎಸಿಬಿಯ ಡಿವೈಎಸ್‌ಪಿ ಜಿ.ಉಮಾಶಂಕರ್ ಪ್ರಕರಣ ದಾಖಲಿಸಿಕೊಂಡಿದ್ದರು. ಇನ್‌ಸ್ಪೆಕ್ಟರ್ ಎಚ್.ಸುನೀಲ್‌ಕುಮಾರ್, ಎನ್.ವೀರೇಂದ್ರ ತನಿಖೆ ನಡೆಸಿ ನ್ಯಾಯಾಲಯಕ್ಕೆ ದೋಷಾರೋಪ ಪಟ್ಟಿ ಸಲ್ಲಿಸಿದ್ದರು. ಬುಧವಾರ ಸದರಿ ಪ್ರಕರಣದ ಕುರಿತು 7ನೇ ಹೆಚ್ಚುವರಿ ಜಿಲ್ಲಾ ಮತ್ತು ಸತ್ರ ನ್ಯಾಯಾಲಯದ ನ್ಯಾಯಾಧೀಶರಾದ ಟಿ.ಪಿ.ರಾಮಲಿಂಗೇಗೌಡ ವಿಚಾರಣೆ ನಡೆಸಿ ಶಿಕ್ಷೆ ವಿಧಿಸಿದ್ದಾರೆ. ಸರ್ಕಾರದ ಪರವಾಗಿ ಆರ್.ಪಿ.ಪ್ರಕಾಶ್ ವಾದ ಮಂಡಿಸಿದ್ದರು. <box>628 640 908 766</box>
officials-group <box>97 1336 227 1396</box>
wedding-headline[interactable]: ಸವ್ಯಸಾಚಿ ಡಾಕ್ಟರ್ ಜಿ ಪರಮೇಶ್ವರ ಯುವ ಬ್ರಿಗೇಡ್ ಹಾಗೂ ಹರ್ಷವರ್ಧನ್ ಗ್ರಾಮೀಣ ಅಭಿವೃದ್ಧಿ ಸೇವಾ ಸಂಸ್ಥೆ ಯಿಂದ ಉಚಿತ ಸಾಮೂಹಿಕ ವಿವಾಹ <box>46 61 324 121</box>
logo-part1: ಮುಂಜಾನೆ <box>335 6 438 41</box>
kikkeri-body-col3: ಬಿ.ಸಿ.ಟ್ರಸ್ಟ್ ಸಾಕಷ್ಟು ಯೋಜನೆಗಳನ್ನು ಜಾ-ರಿಗೆ ತಂದಿದ್ದು, ಕಳೆದ ಎಂಟು ವರ್ಷಗಳಿಂದ ತಾಲೂಕಿನ ಜನರ ಬದುಕನ್ನು ಪರಿವರ್ತಿಸಲು ಸಾಕಷ್ಟು ಕೊಡುಗೆ ನೀಡಿ ಧಾರ್ಮಿಕ ,ಸಂಸ್ಕೃತಿ,ಕೆರೆ ಕಟ್ಟೆ,ಪರಿಸರ ರಕ್ಷಿಸುವ ಮೂಲಕ ಮಾನವ ಕುಲದ ಉಳಿವಿಗಾಗಿ ಶ್ರಮವಹಿಸುತ್ತಿರುವುದು ನಿಜಕ್ಕೂ ಶ್ಲಾಘನೀಯ ಎಂದರು. ಶ್ರೀ ಧರ್ಮಸ್ಥಳ ಗ್ರಾ.ಯೋ.ಜಿಲ್ಲಾ ನಿರ್ದೇಶಕ ಕೇಶವ ದೇವಾಂಗ ಮಾತನಾಡಿ ಪೂರ್ವಿಕರು ಪರಿಸರದ ಬಗ್ಗೆ ಹೆಚ್ಚಿನ ಕಾಳಜಿ ಹೊಂದಿದ್ದರು. ಪ್ರತಿ ಗಾಳಿ, ಬೆಳಕು, ನೀರು, ಜಲಮೂಲಗಳನ್ನು ಪೂಜಿಸುವ ಸಂಪ್ರದಾಯ ಅಳವಡಿಸಿಕೊಂಡಿದ್ದರು. ಇದು ಪರಿಸರ ಸಂರಕ್ಷಣೆಗೆ ಪೂರಕವಾಗಿತ್ತು. ಆದರೆ, ಇಂದು ಮನುಷ್ಯನ ಸ್ವಾರ್ಥದಿಂದ ಪರಿಸರ ನಾಶವಾಗುತ್ತಿದೆ. ವಿದ್ಯಾರ್ಥಿಗಳಲ್ಲಿ ಪರಿಸರ ಕಾಳಜಿ ಮೂಡಿಸುವುದು ಅತ್ಯಗತ್ಯವಾಗಿದೆ.ಇಂದು ಹೆಚ್ಚಿನ ಪ್ರಮಾಣದಲ್ಲಿ ಪ್ಲಾಸ್ಟಿಕ್ ಬಳಕೆಯಾಗುತ್ತಿದೆ. ಇದರಿಂದ ಪರಿಸರ ಮಲಿನವಾಗುತ್ತಿದೆ. ಪ್ಲಾಸ್ಟಿಕ್ ಬಳಕೆಯಿಂದ ಪರಿಸರಕ್ಕೆ ಹಾನಿ ಉಂಟಾಗುತ್ತಿದ್ದು, ಪ್ಲಾಸ್ಟಿಕ್ ಬಳಕೆ ನಿಷೇಧಿಸಲು ಸರ್ಕಾರ ಎಷ್ಟೇ ಕಟ್ಟುನಿಟ್ಟಿನ ಕ್ರಮ ಕೈಗೊಂಡಿದ್ದರೂ <box>668 956 733 1500</box>
students-photo-right[interactable] <box>602 954 666 1174</box>
section-divider <box>35 844 935 845</box>
injured-man-photo[interactable] <box>602 143 737 298</box>
kikkeri-subheadline[interactable]: ಪರಿಸರ ಜಾಗೃತಿ ಹಾಗೂ ಪರಿಸರ ಮಾಹಿತಿ ಶಿಬಿರ <box>507 916 763 936</box>
kikkeri-byline-line2: ಕೆ ಆರ್ ಪೇಟೆ <box>773 1420 813 1430</box>
students-blue-uniform <box>527 1034 602 1164</box>
woman-white-dress <box>332 635 372 715</box>
doni-river-headline[interactable]: ಡೋಣಿ ನದಿ ಪ್ರವಾಹ ವೀಕ್ಷಿಸಿದ ಶಾಸಕ ನಾಡಗೌಡ <box>67 852 298 870</box>
newspaper-tagline <box>603 38 653 49</box>
darshan-body-main <box>336 297 616 517</box>
